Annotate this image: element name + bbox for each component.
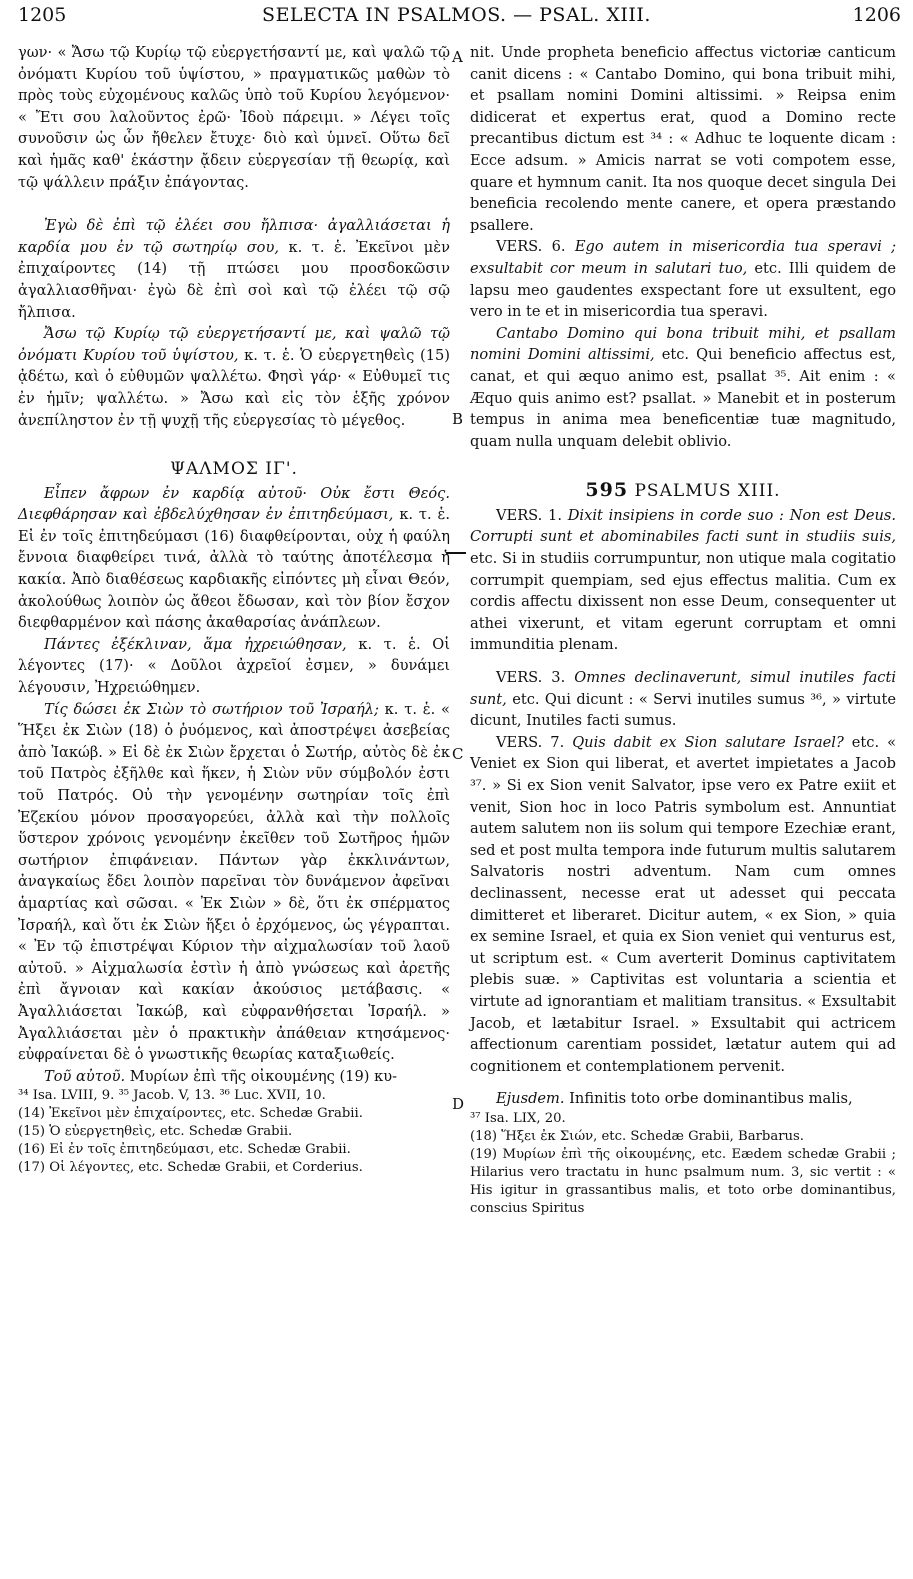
margin-marker-c: C bbox=[452, 745, 464, 763]
running-title: SELECTA IN PSALMOS. — PSAL. XIII. bbox=[262, 4, 651, 26]
latin-verse6b bbox=[470, 323, 896, 453]
latin-verse6b-lemma: Cantabo Domino qui bona tribuit mihi, et psallam nomini Domini altissimi, bbox=[470, 324, 896, 364]
greek-intro: γων· « Ἄσω τῷ Κυρίῳ τῷ εὐεργετήσαντί με, καὶ ψαλῶ τῷ ὀνόματι Κυρίου τοῦ ὑψίστου, » πραγματικῶς μαθὼν τὸ πρὸς τοὺς εὐχομένους καλῶς ὑπὸ τοῦ Κυρίου λεγόμενον· « Ἔτι σου λαλοῦντος ἐρῶ· Ἰδοὺ πάρειμι. » Λέγει τοῖς συνοῦσιν ὡς ὧν ἤθελεν ἔτυχε· διὸ καὶ ὑμνεῖ. Οὕτω δεῖ καὶ ἡμᾶς καθ' ἑκάστην ᾄδειν εὐεργεσίαν τῇ θεωρίᾳ, καὶ τῷ ψάλλειν πράξιν ἐπάγοντας. bbox=[18, 44, 450, 191]
footnote-16: (16) Εἰ ἐν τοῖς ἐπιτηδεύμασι, etc. Schedæ Grabii. bbox=[18, 1142, 351, 1158]
latin-psalm-title bbox=[470, 480, 896, 503]
greek-verse3-lemma: Πάντες ἐξέκλιναν, ἅμα ἠχρειώθησαν, bbox=[44, 635, 347, 653]
margin-marker-b: B bbox=[452, 410, 464, 428]
greek-verse6b-text: κ. τ. ἑ. Ὁ εὐεργετηθεὶς (15) ᾀδέτω, καὶ ὁ εὐθυμῶν ψαλλέτω. Φησὶ γάρ· « Εὐθυμεῖ τις ἐν ἡμῖν; ψαλλέτω. » Ἄσω καὶ εἰς τὸν ἑξῆς χρόνον ἀνεπίληστον ἐν τῇ ψυχῇ τῆς εὐεργεσίας τὸ μέγεθος. bbox=[18, 346, 450, 429]
latin-column bbox=[470, 42, 896, 1218]
latin-verse1-label: VERS. 1. bbox=[496, 506, 562, 524]
column-number: 595 bbox=[585, 479, 629, 502]
greek-verse3 bbox=[18, 634, 450, 699]
footnote-17: (17) Οἱ λέγοντες, etc. Schedæ Grabii, et Corderius. bbox=[18, 1160, 363, 1176]
footnote-15: (15) Ὁ εὐεργετηθεὶς, etc. Schedæ Grabii. bbox=[18, 1124, 293, 1140]
greek-verse6b-lemma: Ἄσω τῷ Κυρίῳ τῷ εὐεργετήσαντί με, καὶ ψαλῶ τῷ ὀνόματι Κυρίου τοῦ ὑψίστου, bbox=[18, 325, 450, 364]
greek-column bbox=[18, 42, 450, 1177]
scripture-refs-right: ³⁷ Isa. LIX, 20. bbox=[470, 1110, 566, 1126]
latin-verse6-label: VERS. 6. bbox=[496, 238, 566, 256]
greek-tou-autou-text: Μυρίων ἐπὶ τῆς οἰκουμένης (19) κυ- bbox=[125, 1067, 397, 1085]
scripture-refs-left: ³⁴ Isa. LVIII, 9. ³⁵ Jacob. V, 13. ³⁶ Luc. XVII, 10. bbox=[18, 1088, 326, 1104]
greek-verse1-lemma: Εἶπεν ἄφρων ἐν καρδίᾳ αὐτοῦ· Οὐκ ἔστι Θεός. Διεφθάρησαν καὶ ἐβδελύχθησαν ἐν ἐπιτηδεύμασι, bbox=[18, 484, 450, 524]
greek-verse6 bbox=[18, 215, 450, 323]
latin-ejusdem-lemma: Ejusdem. bbox=[496, 1090, 565, 1108]
latin-verse6-lemma: Ego autem in misericordia tua speravi ; exsultabit cor meum in salutari tuo, bbox=[470, 238, 897, 277]
latin-verse3 bbox=[470, 667, 896, 732]
greek-verse7-text: κ. τ. ἑ. « Ἥξει ἐκ Σιὼν (18) ὁ ῥυόμενος, καὶ ἀποστρέψει ἀσεβείας ἀπὸ Ἰακώβ. » Εἰ δὲ ἐκ Σιὼν ἔρχεται ὁ Σωτήρ, αὐτὸς δὲ ἐκ τοῦ Πατρὸς ἐξῆλθε καὶ ἥκεν, ἡ Σιὼν νῦν σύμβολόν ἐστι τοῦ Πατρός. Οὐ τὴν γενομένην σωτηρίαν τοῖς ἐπὶ Ἐζεκίου μόνον προσαγορεύει, ἀλλὰ καὶ τὴν πολλοῖς ὕστερον χρόνοις γενομένην ἐκεῖθεν τοῦ Σωτῆρος ἡμῶν σωτήριον ἐπιφάνειαν. Πάντων γὰρ ἐκκλινάντων, ἀναγκαίως ἔδει λοιπὸν παρεῖναι τὸν δυνάμενον ἀφεῖναι ἁμαρτίας καὶ σῶσαι. « Ἐκ Σιὼν » δὲ, ὅτι ἐκ σπέρματος Ἰσραήλ, καὶ ὅτι ἐκ Σιὼν ἥξει ὁ ἐρχόμενος, ὡς γέγραπται. « Ἐν τῷ ἐπιστρέψαι Κύριον τὴν αἰχμαλωσίαν τοῦ λαοῦ αὐτοῦ. » Αἰχμαλωσία ἐστὶν ἡ ἀπὸ γνώσεως καὶ ἀρετῆς ἐπὶ ἄγνοιαν καὶ κακίαν ἀκούσιος μετάβασις. « Ἀγαλλιάσεται Ἰακώβ, καὶ εὐφρανθήσεται Ἰσραήλ. » Ἀγαλλιάσεται μὲν ὁ πρακτικὴν ἀπάθειαν κτησάμενος· εὐφραίνεται δὲ ὁ γνωστικῆς θεωρίας καταξιωθείς. bbox=[18, 700, 450, 1064]
latin-verse7 bbox=[470, 732, 896, 1078]
margin-marker-a: A bbox=[452, 48, 463, 66]
latin-verse6b-text: etc. Qui beneficio affectus est, canat, et qui æquo animo est, psallat ³⁵. Ait enim : « Æquo quis animo est? psallat. » Manebit et in posterum tempus in anima mea beneficentiæ tuæ magnitudo, quam nulla unquam delebit oblivio. bbox=[470, 346, 896, 450]
greek-verse7 bbox=[18, 699, 450, 1066]
footnote-19: (19) Μυρίων ἐπὶ τῆς οἰκουμένης, etc. Eædem schedæ Grabii ; Hilarius vero tractatu in hunc psalmum num. 3, sic vertit : « His igitur in grassantibus malis, et toto orbe dominantibus, conscius Spiritus bbox=[470, 1146, 896, 1216]
page-header bbox=[0, 0, 913, 36]
greek-verse6-lemma: Ἐγὼ δὲ ἐπὶ τῷ ἐλέει σου ἤλπισα· ἀγαλλιάσεται ἡ καρδία μου ἐν τῷ σωτηρίῳ σου, bbox=[18, 217, 450, 256]
latin-verse1-lemma: Dixit insipiens in corde suo : Non est Deus. Corrupti sunt et abominabiles facti sunt in studiis suis, bbox=[470, 506, 897, 546]
greek-psalm-title: ΨΑΛΜΟΣ ΙΓ'. bbox=[170, 459, 298, 480]
latin-verse3-label: VERS. 3. bbox=[496, 669, 566, 687]
greek-tou-autou-lemma: Τοῦ αὐτοῦ. bbox=[44, 1067, 126, 1085]
greek-verse6b bbox=[18, 323, 450, 431]
footnote-18: (18) Ἥξει ἐκ Σιών, etc. Schedæ Grabii, Barbarus. bbox=[470, 1128, 804, 1144]
right-page-number: 1206 bbox=[852, 4, 901, 26]
latin-verse7-text: etc. « Veniet ex Sion qui liberat, et avertet impietates a Jacob ³⁷. » Si ex Sion venit Salvator, ipse vero ex Patre exiit et venit, Sion hoc in loco Patris symbolum est. Annuntiat autem salutem non iis solum qui tempore Ezechiæ erant, sed et post multa tempora inde futurum multis salutarem Salvatoris nostri adventum. Nam cum omnes declinassent, necesse erat ut adesset qui peccata dimitteret et liberaret. Dicitur autem, « ex Sion, » quia ex semine Israel, et quia ex Sion veniet qui venturus est, ut scriptum est. « Cum averterit Dominus captivitatem plebis suæ. » Captivitas est voluntaria a scientia et virtute ad ignorantiam et malitiam transitus. « Exsultabit Jacob, et lætabitur Israel. » Exsultabit qui actricem affectionum carentiam possidet, lætatur autem qui ad cognitionem et contemplationem pervenit. bbox=[470, 733, 897, 1075]
greek-verse7-lemma: Τίς δώσει ἐκ Σιὼν τὸ σωτήριον τοῦ Ἰσραήλ; bbox=[44, 700, 379, 718]
latin-verse6 bbox=[470, 236, 896, 322]
greek-verse1 bbox=[18, 483, 450, 634]
greek-tou-autou bbox=[18, 1066, 450, 1088]
latin-verse3-lemma: Omnes declinaverunt, simul inutiles facti sunt, bbox=[470, 669, 896, 708]
greek-verse3-text: κ. τ. ἑ. Οἱ λέγοντες (17)· « Δοῦλοι ἀχρεῖοί ἐσμεν, » δυνάμει λέγουσιν, Ἠχρειώθημεν. bbox=[18, 635, 450, 697]
latin-psalm-title-text: PSALMUS XIII. bbox=[628, 481, 781, 502]
greek-verse6-ktl: κ. τ. ἑ. bbox=[278, 238, 347, 256]
latin-verse7-lemma: Quis dabit ex Sion salutare Israel? bbox=[564, 733, 844, 751]
latin-verse3-text: etc. Qui dicunt : « Servi inutiles sumus ³⁶, » virtute dicunt, Inutiles facti sumus. bbox=[470, 690, 896, 730]
latin-verse1 bbox=[470, 505, 896, 656]
greek-verse6-text: Ἐκεῖνοι μὲν ἐπιχαίροντες (14) τῇ πτώσει μου προσδοκῶσιν ἀγαλλιασθῆναι· ἐγὼ δὲ ἐπὶ σοὶ καὶ τῷ ἐλέει τῷ σῷ ἤλπισα. bbox=[18, 238, 450, 321]
latin-verse1-text: etc. Si in studiis corrumpuntur, non utique mala cogitatio corrumpit quempiam, sed ejus effectus malitia. Cum ex cordis affectu dixissent non esse Deum, consequenter ut athei vixerunt, et vitam egerunt corruptam et omni immunditia plenam. bbox=[470, 550, 896, 654]
latin-ejusdem-text: Infinitis toto orbe dominantibus malis, bbox=[564, 1090, 853, 1108]
latin-verse6-text: etc. Illi quidem de lapsu meo gaudentes exspectant fore ut exsultent, ego vero in te et in misericordia tua speravi. bbox=[470, 259, 896, 321]
latin-ejusdem bbox=[470, 1088, 896, 1110]
footnote-14: (14) Ἐκεῖνοι μὲν ἐπιχαίροντες, etc. Schedæ Grabii. bbox=[18, 1106, 363, 1122]
greek-verse1-text: κ. τ. ἑ. Εἰ ἐν τοῖς ἐπιτηδεύμασι (16) διαφθείρονται, οὐχ ἡ φαύλη ἔννοια διαφθείρει τινά, ἀλλὰ τὸ ταύτης ἀποτέλεσμα ἡ κακία. Ἀπὸ διαθέσεως καρδιακῆς εἰπόντες μὴ εἶναι Θεόν, ἀκολούθως λοιπὸν ὡς ἄθεοι ἔδωσαν, καὶ τὸν βίον ἔσχον διεφθαρμένον καὶ πάσης ἀκαθαρσίας ἀνάπλεων. bbox=[18, 506, 450, 632]
left-page-number: 1205 bbox=[18, 4, 67, 26]
latin-intro: nit. Unde propheta beneficio affectus victoriæ canticum canit dicens : « Cantabo Domino, qui bona tribuit mihi, et psallam nomini Domini altissimi. » Reipsa enim didicerat et expertus erat, quod a Domino recte precantibus dictum est ³⁴ : « Adhuc te loquente dicam : Ecce adsum. » Amicis narrat se voti compotem esse, quare et hymnum canit. Ita nos quoque decet singula Dei beneficia recolendo mente canere, et opera præstando psallere. bbox=[470, 44, 896, 234]
margin-marker-d: D bbox=[452, 1095, 465, 1113]
latin-verse7-label: VERS. 7. bbox=[496, 733, 565, 751]
